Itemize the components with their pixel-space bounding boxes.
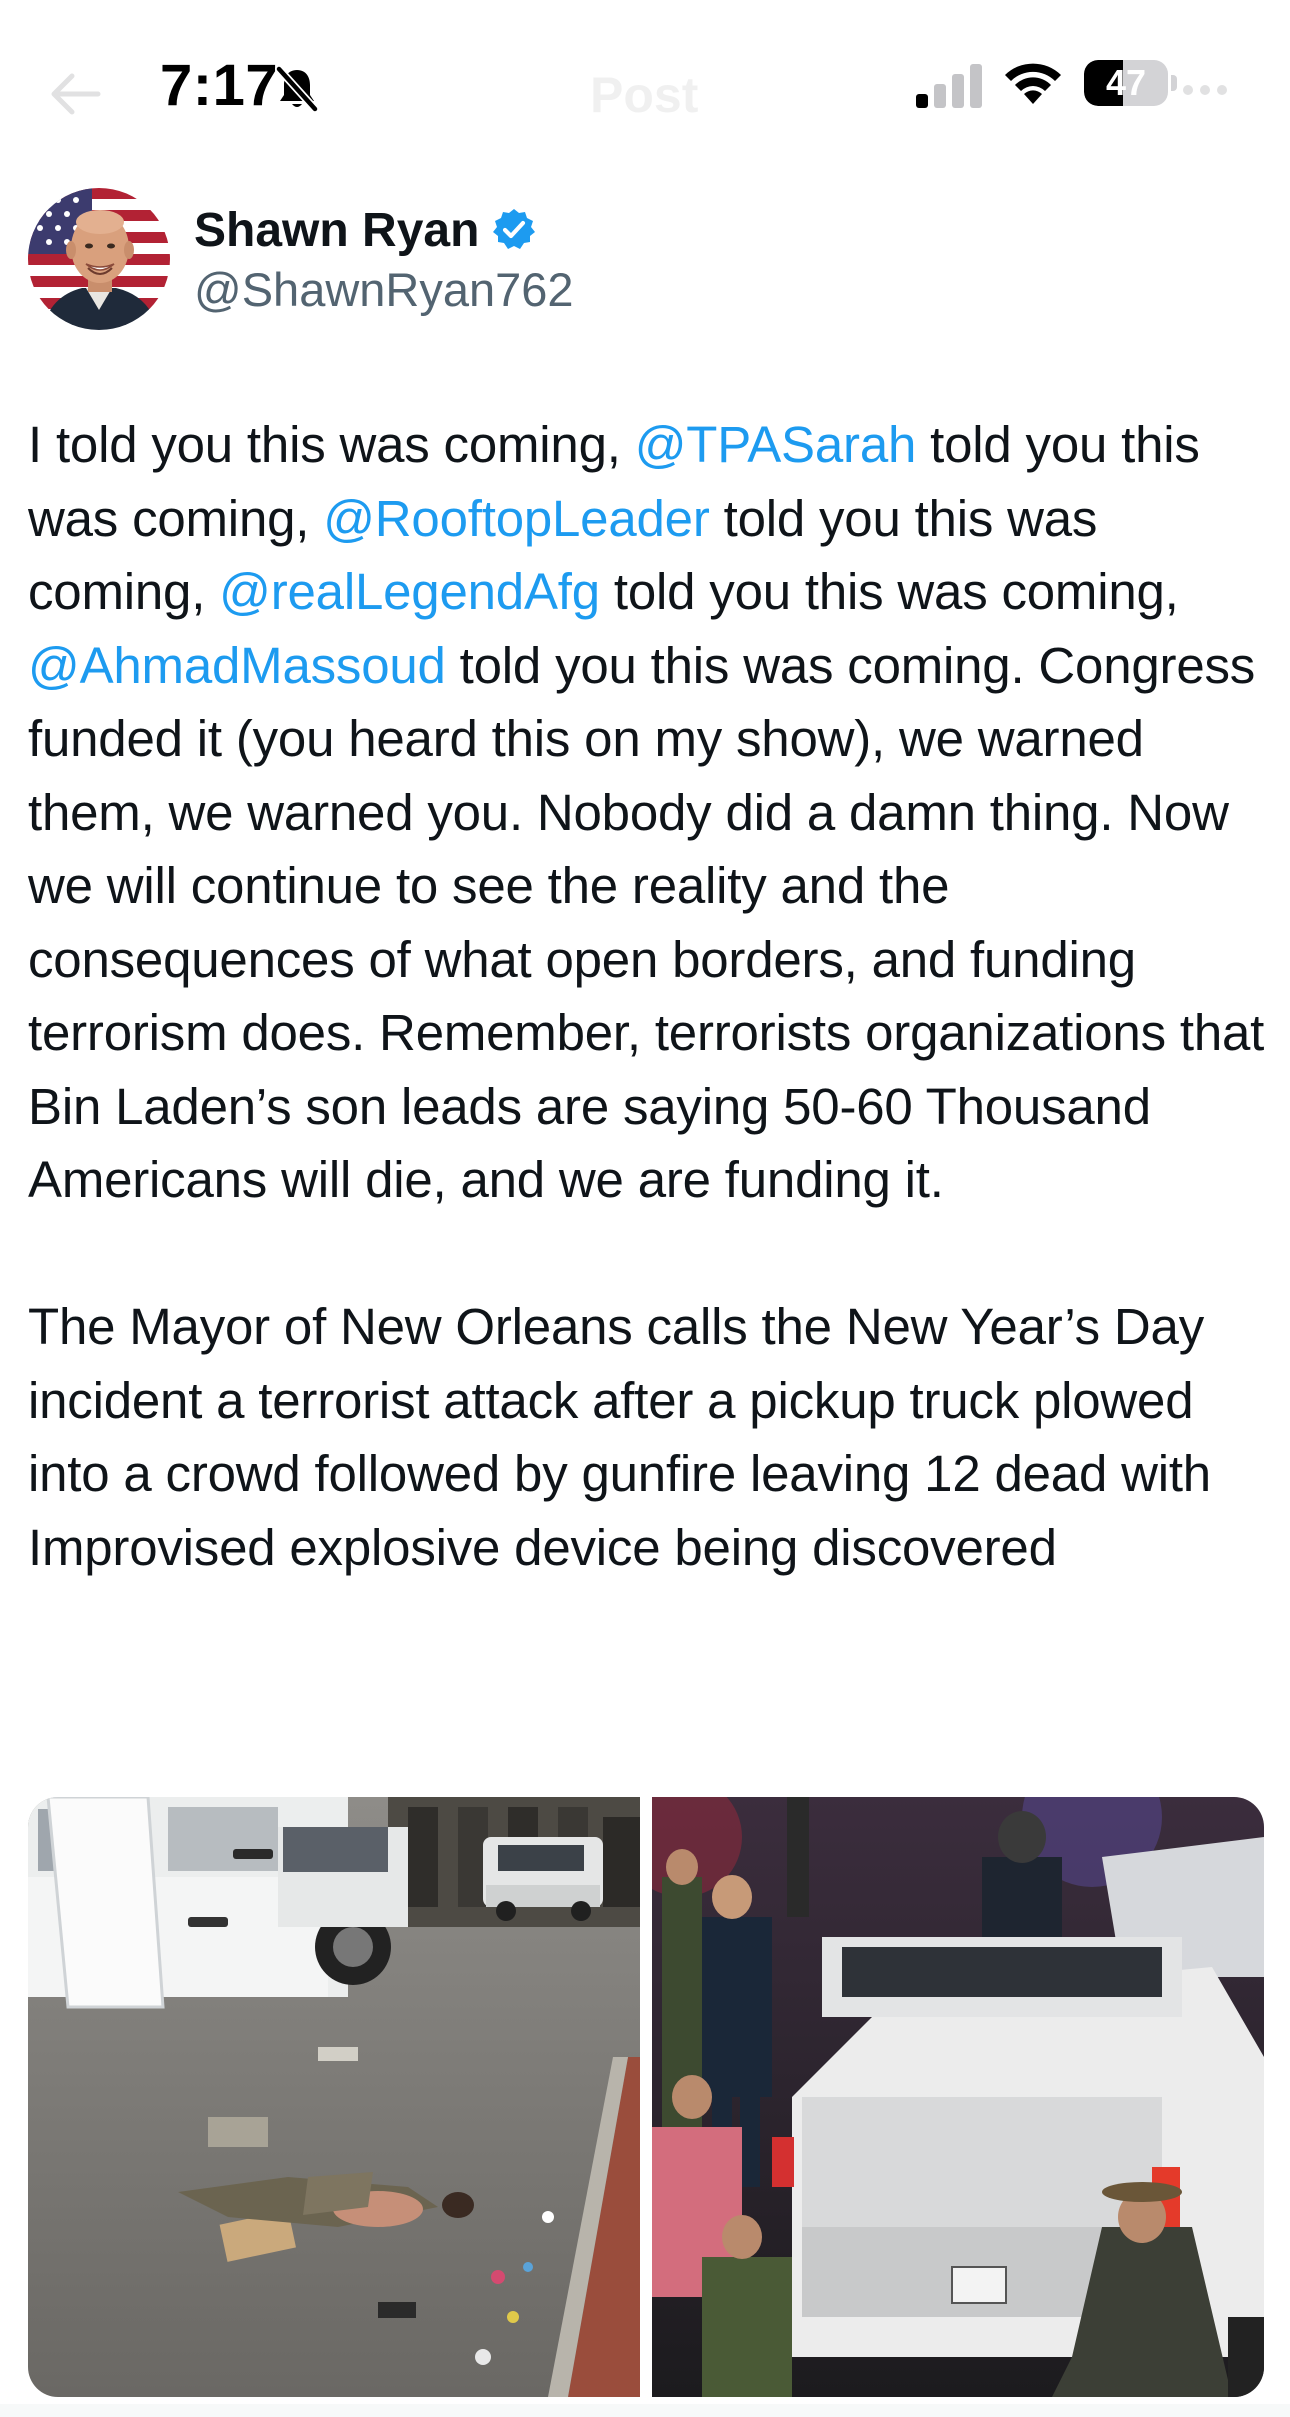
tweet-paragraph: The Mayor of New Orleans calls the New Year’s Day incident a terrorist attack after a pickup truck plowed into a crowd followed by gunfire leaving 12 dead with Improvised explosive device being discovered xyxy=(28,1298,1211,1576)
more-icon[interactable] xyxy=(1180,80,1230,100)
text-segment: I told you this was coming, xyxy=(28,416,635,473)
mention-link[interactable]: @TPASarah xyxy=(634,416,917,473)
tweet-text xyxy=(28,408,1272,1584)
author-handle[interactable]: @ShawnRyan762 xyxy=(194,263,574,316)
text-segment: told you this was coming. Congress funded it (you heard this on my show), we warned them, we warned you. Nobody did a damn thing. Now we will continue to see the reality and the consequences of what open borders, and funding terrorism does. Remember, terrorists organizations that Bin Laden’s son leads are saying 50-60 Thousand Americans will die, and we are funding it. xyxy=(28,636,1265,1208)
tweet-paragraph xyxy=(28,408,1272,1217)
cellular-signal-icon xyxy=(916,62,982,110)
street-scene-photo[interactable] xyxy=(28,1797,640,2397)
police-truck-photo[interactable] xyxy=(652,1797,1264,2397)
status-time: 7:17 xyxy=(160,53,279,118)
battery-icon xyxy=(1084,60,1176,108)
text-segment: told you this was coming, xyxy=(28,489,1098,620)
mention-link[interactable]: @AhmadMassoud xyxy=(28,636,446,694)
nav-title: Post xyxy=(590,67,699,123)
mention-link[interactable]: @realLegendAfg xyxy=(219,563,600,620)
status-bar xyxy=(0,0,1290,190)
mention-link[interactable]: @RooftopLeader xyxy=(323,489,710,547)
text-segment: told you this was coming, xyxy=(28,416,1200,547)
avatar[interactable] xyxy=(28,188,170,330)
media-grid xyxy=(28,1797,1264,2397)
author-name[interactable]: Shawn Ryan xyxy=(194,203,480,257)
wifi-icon xyxy=(1000,58,1066,108)
battery-level: 47 xyxy=(1105,62,1147,103)
text-segment: told you this was coming, xyxy=(599,563,1179,620)
bell-off-icon xyxy=(272,64,322,114)
back-arrow-icon[interactable] xyxy=(48,66,104,122)
verified-badge-icon xyxy=(491,207,537,253)
bottom-divider xyxy=(0,2404,1290,2417)
author-name-row[interactable] xyxy=(194,198,537,262)
